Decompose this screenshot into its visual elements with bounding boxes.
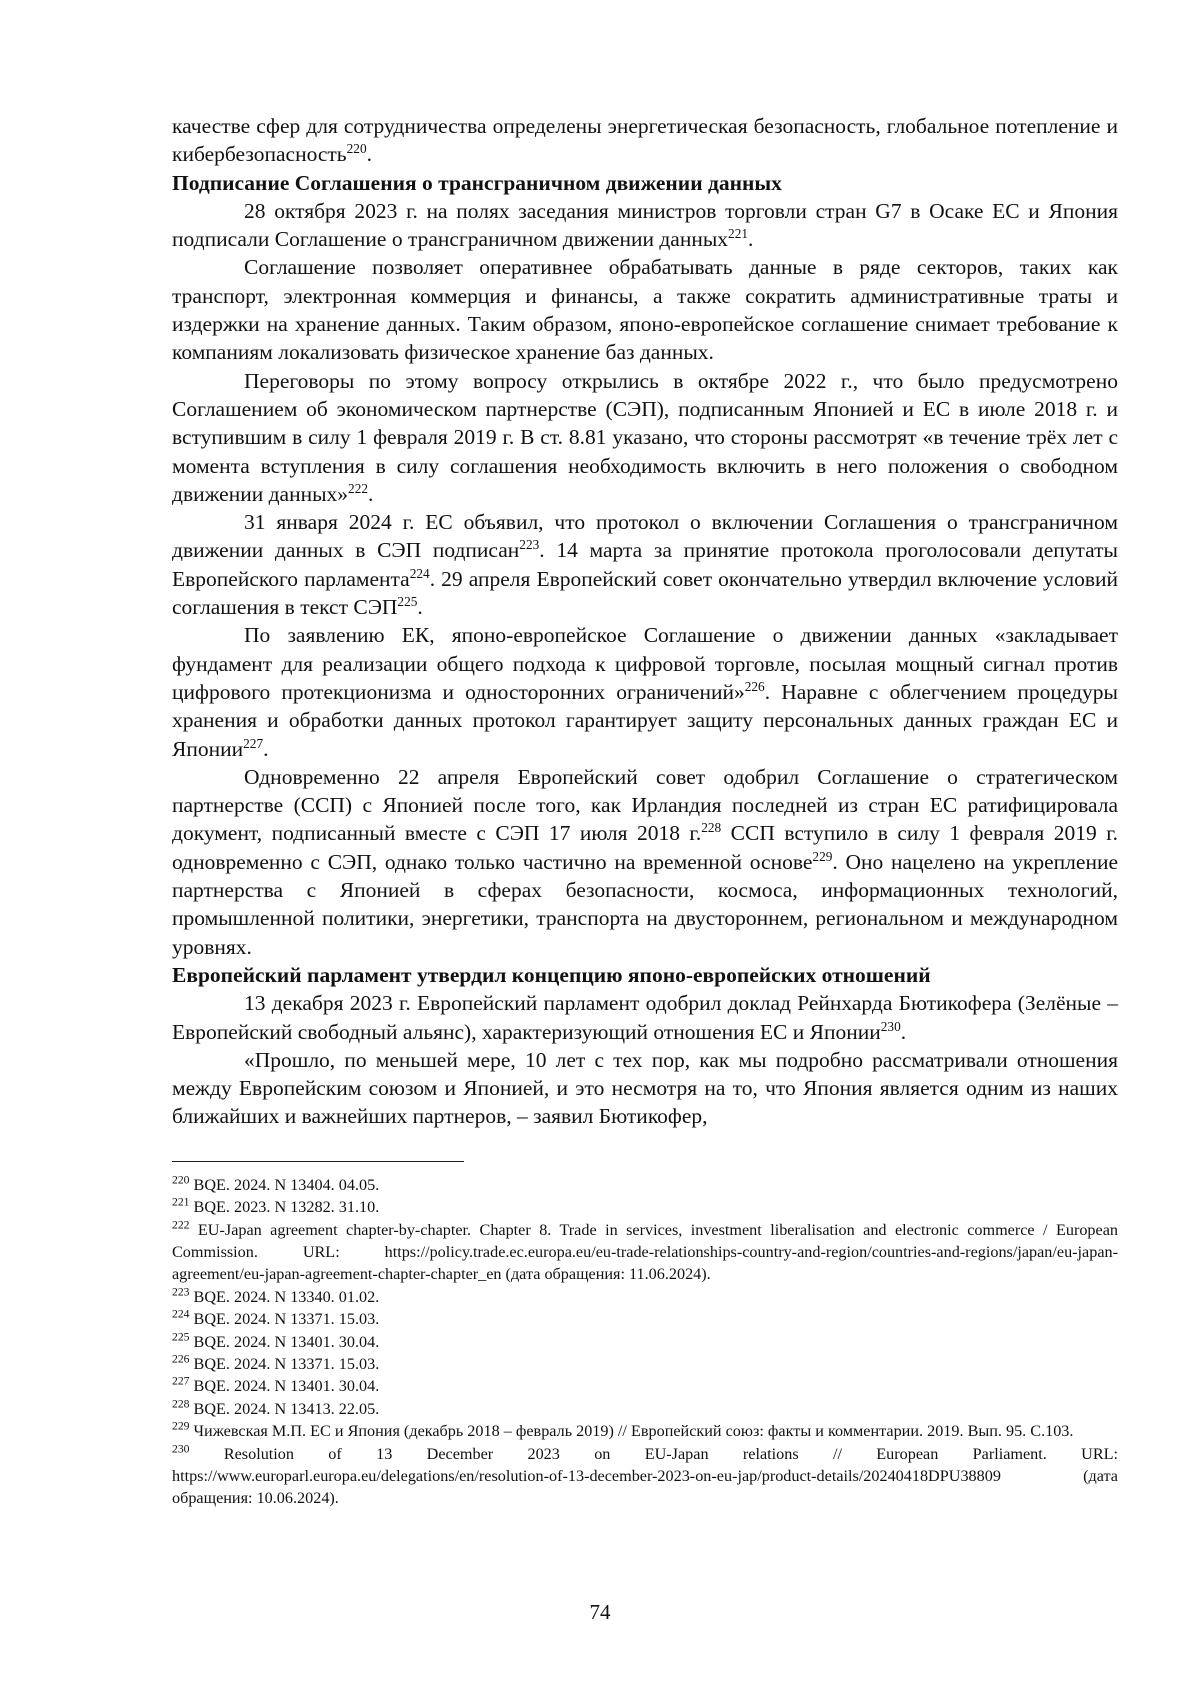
footnote-223: $^{223}$ BQE. 2024. N 13340. 01.02. (172, 1285, 380, 1306)
footnote-221: $^{221}$ BQE. 2023. N 13282. 31.10. (172, 1195, 380, 1217)
footnote-227: $^{227}$ BQE. 2024. N 13401. 30.04. (172, 1374, 380, 1396)
paragraph-2: Соглашение позволяет оперативнее обрабатывать данные в ряде секторов, таких как транспорт, электронная коммерция и финансы, а также сократить административные траты и издержки на хранение данных. Таким образом, японо-европейское соглашение снимает требование к компаниям локализовать физическое хранение баз данных. (172, 255, 1118, 365)
footnote-ref-228[interactable]: 228 (701, 820, 722, 836)
footnote-224: $^{224}$ BQE. 2024. N 13371. 15.03. (172, 1307, 380, 1329)
footnote-229: $^{229}$ Чижевская М.П. ЕС и Япония (декабрь 2018 – февраль 2019) // Европейский союз: факты и комментарии. 2019. Вып. 95. С.103. (172, 1419, 1074, 1441)
paragraph-3: Переговоры по этому вопросу открылись в октябре 2022 г., что было предусмотрено Соглашением об экономическом партнерстве (СЭП), подписанным Японией и ЕС в июле 2018 г. и вступившим в силу 1 февраля 2019 г. В ст. 8.81 указано, что стороны рассмотрят «в течение трёх лет с момента вступления в силу соглашения необходимость включить в него положения о свободном движении данных»$^{222}$. (172, 368, 1118, 506)
footnote-ref-225[interactable]: 225 (397, 593, 418, 609)
footnote-225: $^{225}$ BQE. 2024. N 13401. 30.04. (172, 1330, 380, 1351)
footnote-separator (172, 1161, 464, 1162)
section-heading-parliament: Европейский парламент утвердил концепцию японо-европейских отношений (172, 962, 931, 987)
footnote-220: $^{220}$ BQE. 2024. N 13404. 04.05. (172, 1173, 380, 1194)
footnote-ref-227[interactable]: 227 (243, 735, 264, 751)
footnote-ref-222[interactable]: 222 (348, 480, 369, 496)
footnote-230: $^{230}$ Resolution of 13 December 2023 on EU-Japan relations // European Parliament. URL: (172, 1442, 1119, 1463)
footnote-ref-229[interactable]: 229 (812, 848, 833, 864)
footnotes (172, 1174, 1118, 1510)
footnote-230-url[interactable]: https://www.europarl.europa.eu/delegations/en/resolution-of-13-december-2023-on-eu-jap/product-details/20240418DPU38809 (дата обращения: 10.06.2024). (172, 1466, 1118, 1508)
main-text (172, 112, 1118, 1131)
footnote-ref-223[interactable]: 223 (519, 537, 540, 553)
page-number: 74 (589, 1600, 611, 1624)
footnote-222: $^{222}$ EU-Japan agreement chapter-by-chapter. Chapter 8. Trade in services, investment liberalisation and electronic commerce / European Commission. URL: https://policy.trade.ec.europa.eu/eu-trade-relationships-country-and-region/countries-and-regions/japan/eu-japan-agreement/eu-japan-agreement-chapter-chapter_en (дата обращения: 11.06.2024). (172, 1218, 1118, 1284)
paragraph-6: Одновременно 22 апреля Европейский совет одобрил Соглашение о стратегическом партнерстве (ССП) с Японией после того, как Ирландия последней из стран ЕС ратифицировала документ, подписанный вместе с СЭП 17 июля 2018 г.$^{228}$ ССП вступило в силу 1 февраля 2019 г. одновременно с СЭП, однако только частично на временной основе$^{229}$. Оно нацелено на укрепление партнерства с Японией в сферах безопасности, космоса, информационных технологий, промышленной политики, энергетики, транспорта на двустороннем, региональном и международном уровнях. (172, 764, 1118, 959)
footnote-ref-221[interactable]: 221 (728, 226, 749, 242)
footnote-ref-224[interactable]: 224 (409, 565, 430, 581)
document-page (172, 112, 1118, 1510)
footnote-ref-230[interactable]: 230 (880, 1018, 901, 1034)
paragraph-5: По заявлению ЕК, японо-европейское Соглашение о движении данных «закладывает фундамент для реализации общего подхода к цифровой торговле, посылая мощный сигнал против цифрового протекционизма и односторонних ограничений»$^{226}$. Наравне с облегчением процедуры хранения и обработки данных протокол гарантирует защиту персональных данных граждан ЕС и Японии$^{227}$. (172, 623, 1118, 761)
footnote-228: $^{228}$ BQE. 2024. N 13413. 22.05. (172, 1397, 380, 1418)
paragraph-7: 13 декабря 2023 г. Европейский парламент одобрил доклад Рейнхарда Бютикофера (Зелёные – Европейский свободный альянс), характеризующий отношения ЕС и Японии$^{230}$. (172, 991, 1118, 1044)
paragraph-1: 28 октября 2023 г. на полях заседания министров торговли стран G7 в Осаке ЕС и Япония подписали Соглашение о трансграничном движении данных$^{221}$. (172, 198, 1118, 252)
footnote-226: $^{226}$ BQE. 2024. N 13371. 15.03. (172, 1352, 380, 1373)
footnote-ref-220[interactable]: 220 (346, 141, 367, 157)
footnote-ref-226[interactable]: 226 (744, 678, 765, 694)
paragraph-8: «Прошло, по меньшей мере, 10 лет с тех пор, как мы подробно рассматривали отношения между Европейским союзом и Японией, и это несмотря на то, что Япония является одним из наших ближайших и важнейших партнеров, – заявил Бютикофер, (172, 1047, 1118, 1129)
paragraph-4: 31 января 2024 г. ЕС объявил, что протокол о включении Соглашения о трансграничном движении данных в СЭП подписан$^{223}$. 14 марта за принятие протокола проголосовали депутаты Европейского парламента$^{224}$. 29 апреля Европейский совет окончательно утвердил включение условий соглашения в текст СЭП$^{225}$. (172, 510, 1118, 620)
paragraph-0: качестве сфер для сотрудничества определены энергетическая безопасность, глобальное потепление и кибербезопасность$^{220}$. (172, 114, 1118, 167)
section-heading-data-flow: Подписание Соглашения о трансграничном движении данных (172, 170, 782, 195)
